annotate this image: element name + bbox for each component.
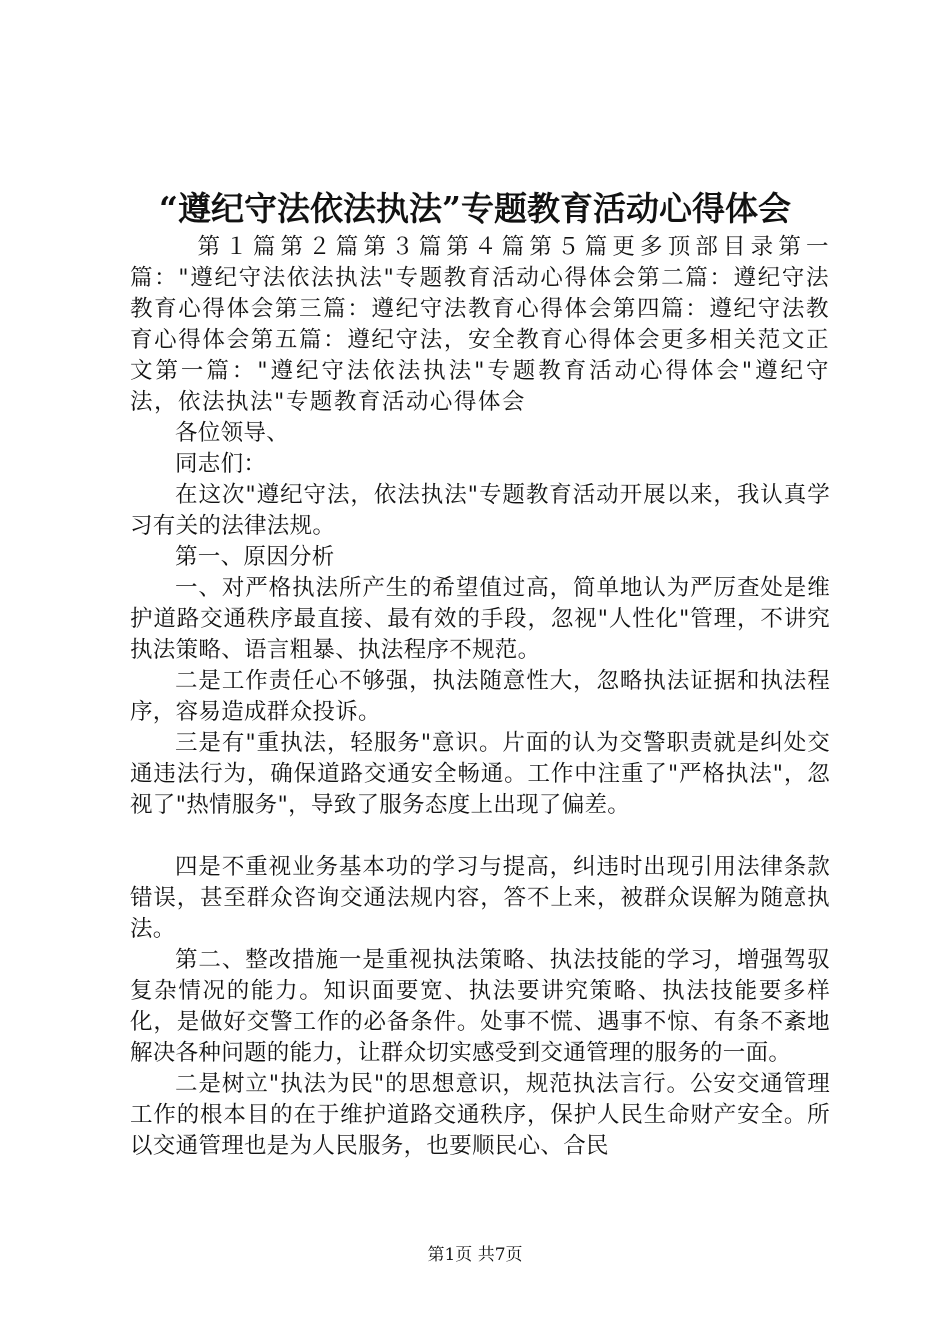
paragraph-greeting-comrades: 同志们： [175, 451, 267, 477]
paragraph-greeting-leaders: 各位领导、 [175, 420, 290, 446]
document-body [130, 232, 830, 1162]
paragraph-cause-4: 四是不重视业务基本功的学习与提高，纠违时出现引用法律条款错误，甚至群众咨询交通法规内容，答不上来，被群众误解为随意执法。 [130, 854, 830, 942]
paragraph-section-heading: 第一、原因分析 [175, 544, 335, 570]
paragraph-cause-3: 三是有"重执法，轻服务"意识。片面的认为交警职责就是纠处交通违法行为，确保道路交通安全畅通。工作中注重了"严格执法"，忽视了"热情服务"，导致了服务态度上出现了偏差。 [130, 730, 830, 818]
paragraph-table-of-contents: 第１篇第２篇第３篇第４篇第５篇更多顶部目录第一篇："遵纪守法依法执法"专题教育活动心得体会第二篇：遵纪守法教育心得体会第三篇：遵纪守法教育心得体会第四篇：遵纪守法教育心得体会第五篇：遵纪守法，安全教育心得体会更多相关范文正文第一篇："遵纪守法依法执法"专题教育活动心得体会"遵纪守法，依法执法"专题教育活动心得体会 [130, 234, 830, 415]
paragraph-measure-1: 第二、整改措施一是重视执法策略、执法技能的学习，增强驾驭复杂情况的能力。知识面要宽、执法要讲究策略、执法技能要多样化，是做好交警工作的必备条件。处事不慌、遇事不惊、有条不紊地解决各种问题的能力，让群众切实感受到交通管理的服务的一面。 [130, 947, 830, 1066]
paragraph-cause-2: 二是工作责任心不够强，执法随意性大，忽略执法证据和执法程序，容易造成群众投诉。 [130, 668, 830, 725]
paragraph-cause-1: 一、对严格执法所产生的希望值过高，简单地认为严厉查处是维护道路交通秩序最直接、最有效的手段，忽视"人性化"管理，不讲究执法策略、语言粗暴、执法程序不规范。 [130, 575, 830, 663]
paragraph-measure-2: 二是树立"执法为民"的思想意识，规范执法言行。公安交通管理工作的根本目的在于维护道路交通秩序，保护人民生命财产安全。所以交通管理也是为人民服务，也要顺民心、合民 [130, 1071, 830, 1159]
document-title: “遵纪守法依法执法”专题教育活动心得体会 [159, 189, 791, 228]
page-footer: 第1页 共7页 [427, 1245, 523, 1265]
paragraph-intro: 在这次"遵纪守法，依法执法"专题教育活动开展以来，我认真学习有关的法律法规。 [130, 482, 830, 539]
